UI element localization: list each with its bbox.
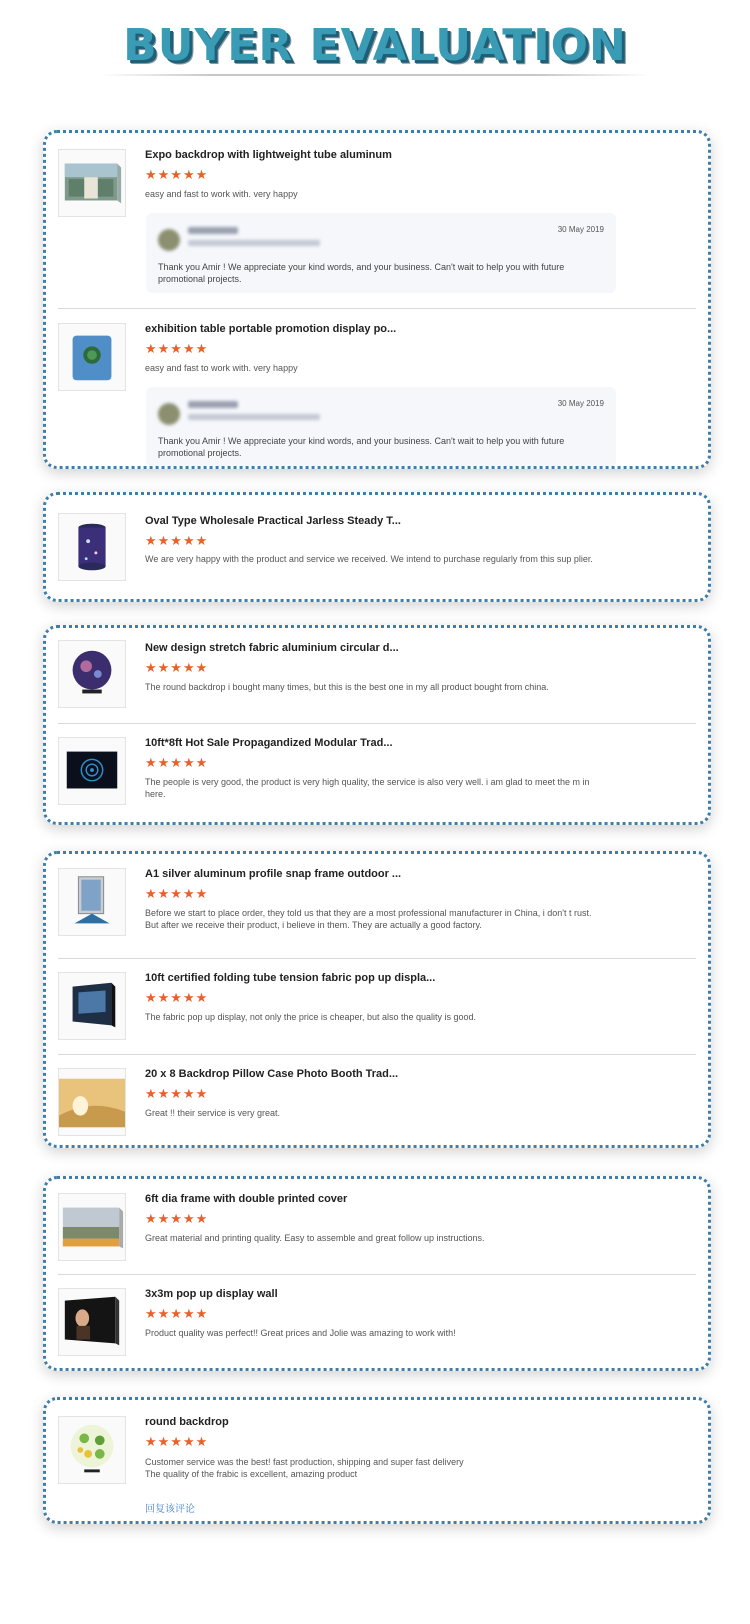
floral-round-backdrop-icon[interactable] xyxy=(58,1416,126,1484)
review-item xyxy=(46,1274,708,1368)
page-title: BUYER EVALUATION xyxy=(123,20,627,71)
review-text: Great !! their service is very great. xyxy=(145,1108,281,1118)
review-text: The people is very good, the product is very high quality, the service is also very well. i am glad to meet the m in here. xyxy=(145,777,590,799)
review-item xyxy=(46,133,708,308)
review-text: Customer service was the best! fast production, shipping and super fast delivery The quality of the frabic is excellent, amazing product xyxy=(145,1457,464,1479)
oval-counter-icon[interactable] xyxy=(58,513,126,581)
review-title[interactable]: 10ft*8ft Hot Sale Propagandized Modular Trad... xyxy=(145,737,393,749)
review-item xyxy=(46,308,708,469)
review-title[interactable]: exhibition table portable promotion display po... xyxy=(145,323,397,335)
pillow-case-booth-icon[interactable] xyxy=(58,1068,126,1136)
reply-message: Thank you Amir ! We appreciate your kind words, and your business. Can't wait to help you with future promotional projects. xyxy=(158,262,565,284)
review-card xyxy=(43,1176,711,1371)
seller-reply xyxy=(146,213,616,293)
review-text: easy and fast to work with. very happy xyxy=(145,363,298,373)
review-text: The fabric pop up display, not only the price is cheaper, but also the quality is good. xyxy=(145,1012,477,1022)
star-rating: ★★★★★ xyxy=(145,755,209,770)
popup-display-icon[interactable] xyxy=(58,972,126,1040)
modular-booth-icon[interactable] xyxy=(58,737,126,805)
star-rating: ★★★★★ xyxy=(145,341,209,356)
review-text: Before we start to place order, they told us that they are a most professional manufacturer in China, i don't t rust. But after we receive their product, i believe in them. They are actually a good factory. xyxy=(145,908,592,930)
review-item xyxy=(46,854,708,958)
review-card xyxy=(43,1397,711,1524)
review-item xyxy=(46,495,708,599)
reply-message: Thank you Amir ! We appreciate your kind words, and your business. Can't wait to help you with future promotional projects. xyxy=(158,436,565,458)
review-text: easy and fast to work with. very happy xyxy=(145,189,298,199)
review-text: The round backdrop i bought many times, but this is the best one in my all product bought from china. xyxy=(145,682,549,692)
review-title[interactable]: New design stretch fabric aluminium circular d... xyxy=(145,642,399,654)
review-text: Great material and printing quality. Easy to assemble and great follow up instructions. xyxy=(145,1233,485,1243)
star-rating: ★★★★★ xyxy=(145,1211,209,1226)
review-title[interactable]: 20 x 8 Backdrop Pillow Case Photo Booth Trad... xyxy=(145,1068,399,1080)
review-title[interactable]: 3x3m pop up display wall xyxy=(145,1288,278,1300)
reply-date: 30 May 2019 xyxy=(557,399,604,408)
review-card xyxy=(43,130,711,469)
reply-date: 30 May 2019 xyxy=(557,225,604,234)
star-rating: ★★★★★ xyxy=(145,1086,209,1101)
review-title[interactable]: 10ft certified folding tube tension fabric pop up displa... xyxy=(145,972,436,984)
circular-backdrop-icon[interactable] xyxy=(58,640,126,708)
reply-name-blurred xyxy=(188,227,238,234)
review-card xyxy=(43,851,711,1148)
promo-table-icon[interactable] xyxy=(58,323,126,391)
review-title[interactable]: round backdrop xyxy=(145,1416,229,1428)
page-header xyxy=(0,18,750,74)
reply-to-review-link[interactable]: 回复该评论 xyxy=(145,1504,195,1515)
star-rating: ★★★★★ xyxy=(145,990,209,1005)
review-text: Product quality was perfect!! Great prices and Jolie was amazing to work with! xyxy=(145,1328,456,1338)
review-card xyxy=(43,625,711,825)
review-title[interactable]: Oval Type Wholesale Practical Jarless Steady T... xyxy=(145,515,401,527)
review-title[interactable]: A1 silver aluminum profile snap frame outdoor ... xyxy=(145,868,402,880)
star-rating: ★★★★★ xyxy=(145,1306,209,1321)
review-item xyxy=(46,723,708,822)
avatar xyxy=(158,229,180,251)
review-title[interactable]: 6ft dia frame with double printed cover xyxy=(145,1193,348,1205)
review-title[interactable]: Expo backdrop with lightweight tube aluminum xyxy=(145,149,392,161)
review-item xyxy=(46,1400,708,1521)
popup-wall-icon[interactable] xyxy=(58,1288,126,1356)
star-rating: ★★★★★ xyxy=(145,533,209,548)
reply-company-blurred xyxy=(188,240,320,246)
snap-frame-stand-icon[interactable] xyxy=(58,868,126,936)
star-rating: ★★★★★ xyxy=(145,660,209,675)
review-item xyxy=(46,628,708,723)
review-card xyxy=(43,492,711,602)
landscape-frame-icon[interactable] xyxy=(58,1193,126,1261)
star-rating: ★★★★★ xyxy=(145,167,209,182)
review-item xyxy=(46,1179,708,1274)
avatar xyxy=(158,403,180,425)
reply-name-blurred xyxy=(188,401,238,408)
review-item xyxy=(46,1054,708,1144)
review-text: We are very happy with the product and service we received. We intend to purchase regularly from this sup plier. xyxy=(145,554,593,564)
star-rating: ★★★★★ xyxy=(145,886,209,901)
seller-reply xyxy=(146,387,616,467)
review-item xyxy=(46,958,708,1054)
star-rating: ★★★★★ xyxy=(145,1434,209,1449)
title-divider xyxy=(100,74,650,76)
backdrop-photo-icon[interactable] xyxy=(58,149,126,217)
reply-company-blurred xyxy=(188,414,320,420)
